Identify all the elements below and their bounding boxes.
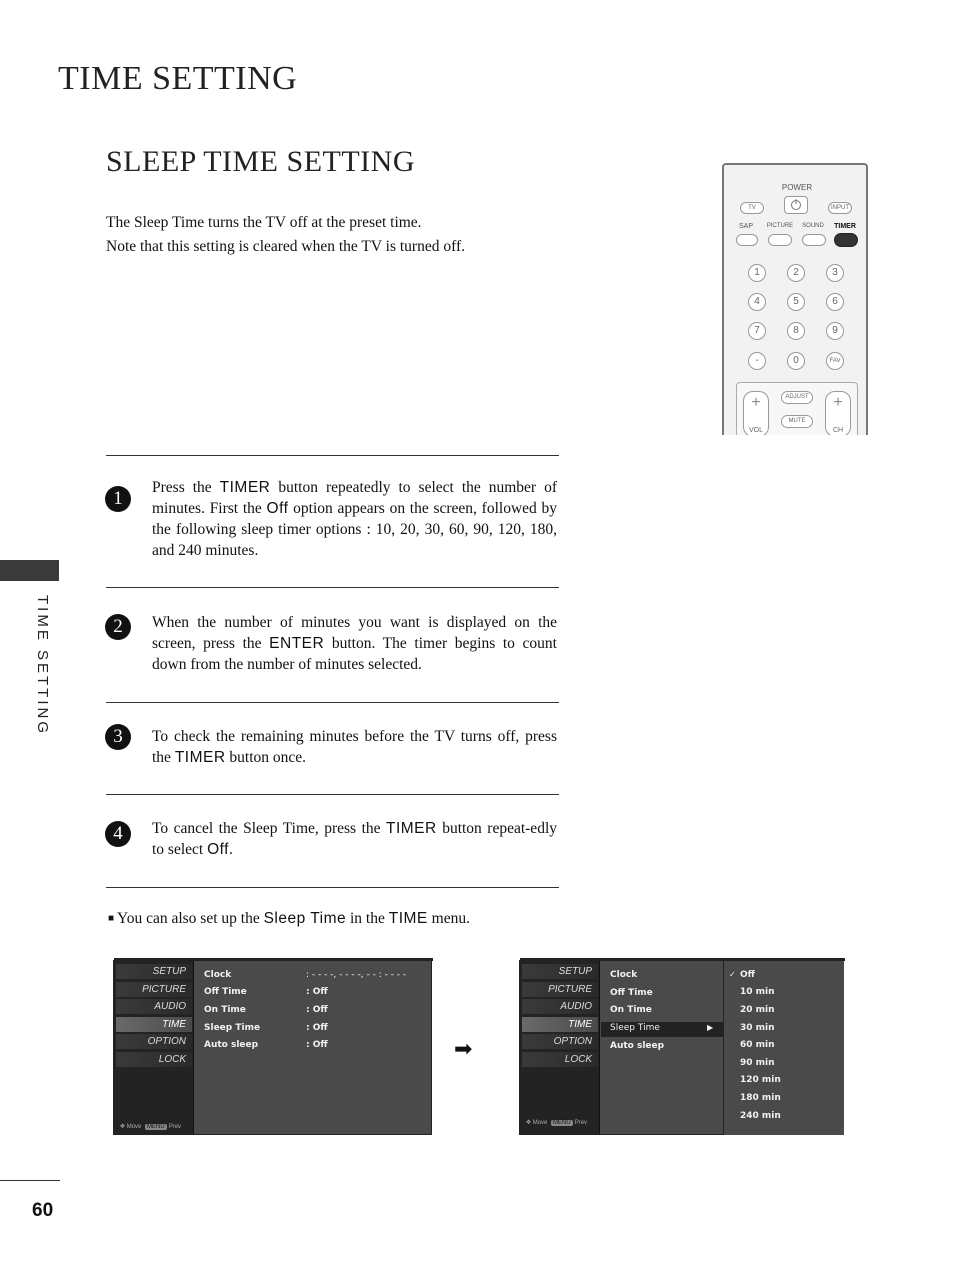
input-button: INPUT xyxy=(828,202,852,214)
adjust-button: ADJUST xyxy=(781,391,813,404)
sound-label: SOUND xyxy=(802,223,824,229)
osd-item-sleep-time: Sleep Time xyxy=(204,1023,261,1033)
step-1-text-c: option appears on the screen, followed by the following sleep timer options : 10, 20, 30, 60, 90, 120, 180, and 240 minutes. xyxy=(152,500,557,559)
step-3-text-b: button once. xyxy=(225,749,307,766)
osd-menu-lock: LOCK xyxy=(522,1052,598,1067)
dash-button: - xyxy=(748,352,766,370)
note-text-c: menu. xyxy=(427,910,470,927)
sound-button xyxy=(802,234,826,246)
sap-label: SAP xyxy=(738,223,753,230)
step-4-text xyxy=(152,818,557,860)
fav-button: FAV xyxy=(826,352,844,370)
tv-button: TV xyxy=(740,202,764,214)
osd-value-auto-sleep: : Off xyxy=(306,1040,328,1050)
note-keyword-time: TIME xyxy=(388,910,428,927)
step-4-keyword-off: Off xyxy=(207,841,229,858)
divider xyxy=(106,587,559,588)
osd-menu-time: TIME xyxy=(116,1017,192,1032)
num-8-button: 8 xyxy=(787,322,805,340)
timer-button xyxy=(834,233,858,247)
osd-value-off-time: : Off xyxy=(306,987,328,997)
step-2-number: 2 xyxy=(105,614,131,640)
step-3-text xyxy=(152,726,557,768)
step-4-text-a: To cancel the Sleep Time, press the xyxy=(152,820,386,837)
step-1-number: 1 xyxy=(105,486,131,512)
divider xyxy=(106,887,559,888)
check-icon: ✓ xyxy=(729,970,736,979)
note xyxy=(108,910,470,928)
sleep-option: 90 min xyxy=(740,1058,775,1068)
step-4-text-c: . xyxy=(228,841,233,858)
step-4-keyword-timer: TIMER xyxy=(386,820,437,837)
osd-footer-badge: MENU xyxy=(147,1124,165,1130)
osd-footer-prev: Prev xyxy=(574,1120,588,1126)
remote-power-label: POWER xyxy=(781,183,813,192)
sleep-option: 120 min xyxy=(740,1075,781,1085)
num-5-button: 5 xyxy=(787,293,805,311)
osd-item-auto-sleep: Auto sleep xyxy=(204,1040,259,1050)
intro-line-1: The Sleep Time turns the TV off at the preset time. xyxy=(106,214,422,231)
osd-screen-sleep-options xyxy=(519,960,844,1135)
sleep-option: 20 min xyxy=(740,1005,775,1015)
submenu-arrow-icon: ▶ xyxy=(707,1023,714,1032)
step-3-keyword-timer: TIMER xyxy=(174,749,226,766)
step-1-text-b: button repeatedly to select the number of minutes. First the xyxy=(152,479,557,517)
osd-sleep-options-panel xyxy=(723,961,844,1135)
step-4-number: 4 xyxy=(105,821,131,847)
transition-arrow-icon: ➡ xyxy=(454,1036,473,1061)
power-icon xyxy=(785,197,807,213)
note-bullet: ■ xyxy=(108,913,115,924)
osd-footer: ✥ Move MENU Prev xyxy=(120,1124,182,1130)
sleep-option: 10 min xyxy=(740,987,775,997)
footer-rule xyxy=(0,1180,60,1181)
sleep-option: Off xyxy=(740,970,755,980)
remote-lower-panel xyxy=(736,382,858,435)
step-3-number: 3 xyxy=(105,724,131,750)
osd-footer-badge: MENU xyxy=(553,1120,571,1126)
osd-item-off-time: Off Time xyxy=(610,988,653,998)
num-4-button: 4 xyxy=(748,293,766,311)
osd-value-on-time: : Off xyxy=(306,1005,328,1015)
vol-rocker xyxy=(743,391,769,435)
sleep-option: 180 min xyxy=(740,1093,781,1103)
vol-plus-icon: + xyxy=(751,394,761,411)
num-9-button: 9 xyxy=(826,322,844,340)
mute-button: MUTE xyxy=(781,415,813,428)
osd-value-clock: : - - - -, - - - -, - - : - - - - xyxy=(306,970,407,980)
osd-item-on-time: On Time xyxy=(204,1005,246,1015)
side-tab-marker xyxy=(0,560,59,581)
osd-value-sleep-time: : Off xyxy=(306,1023,328,1033)
timer-label: TIMER xyxy=(834,223,856,230)
step-1-text-a: Press the xyxy=(152,479,220,496)
sap-button xyxy=(736,234,758,246)
osd-menu-picture: PICTURE xyxy=(116,982,192,997)
osd-item-clock: Clock xyxy=(204,970,232,980)
num-1-button: 1 xyxy=(748,264,766,282)
remote-control-illustration xyxy=(722,163,868,435)
osd-menu-setup: SETUP xyxy=(522,964,598,979)
picture-button xyxy=(768,234,792,246)
osd-menu-picture: PICTURE xyxy=(522,982,598,997)
num-7-button: 7 xyxy=(748,322,766,340)
osd-item-on-time: On Time xyxy=(610,1005,652,1015)
step-1-text xyxy=(152,477,557,561)
note-text-a: You can also set up the xyxy=(117,910,264,927)
osd-item-sleep-time: Sleep Time xyxy=(610,1023,660,1033)
num-0-button: 0 xyxy=(787,352,805,370)
step-4-text-b: button repeat-edly to select xyxy=(152,820,557,858)
sleep-option: 240 min xyxy=(740,1111,781,1121)
osd-menu-audio: AUDIO xyxy=(522,999,598,1014)
intro-line-2: Note that this setting is cleared when the TV is turned off. xyxy=(106,238,466,255)
step-2-text-a: When the number of minutes you want is displayed on the screen, press the xyxy=(152,614,557,652)
num-6-button: 6 xyxy=(826,293,844,311)
osd-side-menu xyxy=(520,961,600,1134)
section-title: TIME SETTING xyxy=(58,60,298,97)
note-keyword-sleep-time: Sleep Time xyxy=(263,910,347,927)
ch-rocker xyxy=(825,391,851,435)
osd-footer-prev: Prev xyxy=(168,1124,182,1130)
divider xyxy=(106,794,559,795)
intro-text xyxy=(106,211,576,259)
step-2-text-b: button. The timer begins to count down from the number of minutes selected. xyxy=(152,635,557,673)
ch-plus-icon: + xyxy=(833,394,843,411)
page-number: 60 xyxy=(32,1200,54,1221)
osd-menu-option: OPTION xyxy=(116,1034,192,1049)
num-2-button: 2 xyxy=(787,264,805,282)
osd-menu-audio: AUDIO xyxy=(116,999,192,1014)
page-heading: SLEEP TIME SETTING xyxy=(106,145,415,178)
divider xyxy=(106,702,559,703)
osd-screen-time-menu xyxy=(113,960,432,1135)
osd-menu-setup: SETUP xyxy=(116,964,192,979)
sleep-option: 60 min xyxy=(740,1040,775,1050)
picture-label: PICTURE xyxy=(766,223,794,229)
step-1-keyword-timer: TIMER xyxy=(219,479,271,496)
osd-item-off-time: Off Time xyxy=(204,987,247,997)
osd-menu-time: TIME xyxy=(522,1017,598,1032)
side-tab-label: TIME SETTING xyxy=(34,595,51,736)
step-2-text xyxy=(152,612,557,675)
osd-side-menu xyxy=(114,961,194,1134)
step-2-keyword-enter: ENTER xyxy=(269,635,325,652)
power-button xyxy=(784,196,808,214)
ch-label: CH xyxy=(832,427,844,434)
num-3-button: 3 xyxy=(826,264,844,282)
note-text-b: in the xyxy=(346,910,389,927)
osd-item-clock: Clock xyxy=(610,970,638,980)
sleep-option: 30 min xyxy=(740,1023,775,1033)
step-1-keyword-off: Off xyxy=(266,500,289,517)
osd-item-auto-sleep: Auto sleep xyxy=(610,1041,665,1051)
osd-footer-move: Move xyxy=(532,1120,548,1126)
osd-footer-move: Move xyxy=(126,1124,142,1130)
divider xyxy=(106,455,559,456)
osd-menu-lock: LOCK xyxy=(116,1052,192,1067)
osd-footer: ✥ Move MENU Prev xyxy=(526,1120,588,1126)
vol-label: VOL xyxy=(748,427,763,434)
step-3-text-a: To check the remaining minutes before the TV turns off, press the xyxy=(152,728,557,766)
osd-menu-option: OPTION xyxy=(522,1034,598,1049)
